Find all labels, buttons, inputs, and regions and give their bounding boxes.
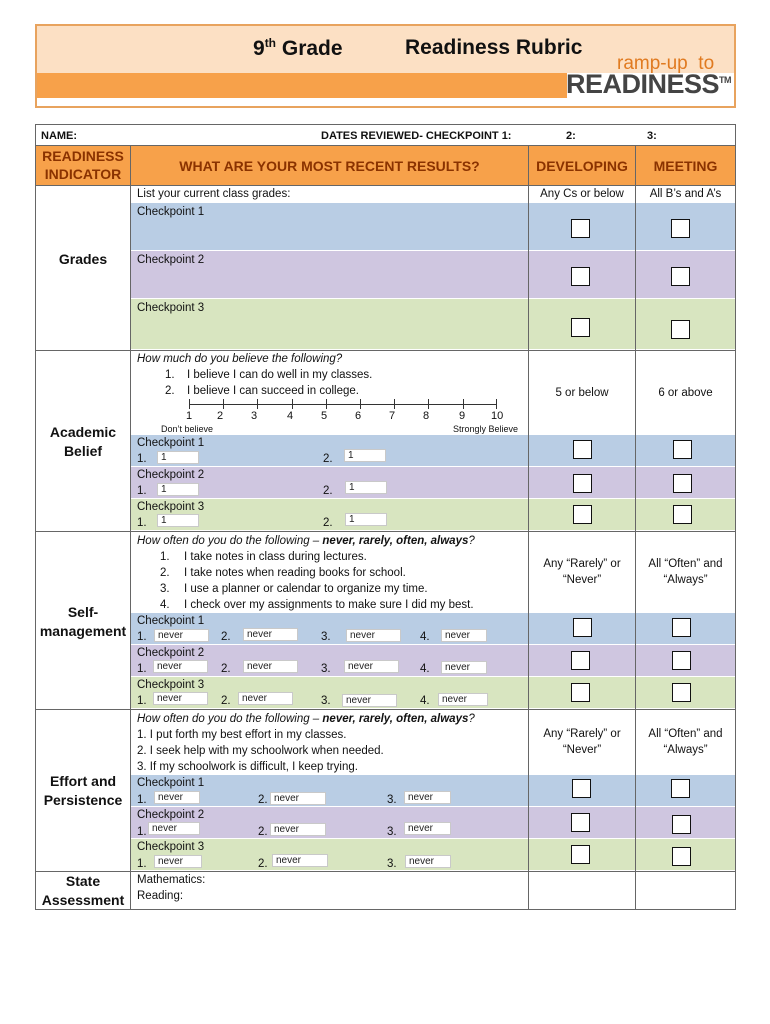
effort-cp1-num: 3. [387, 794, 397, 806]
belief-cp2-item2-field[interactable]: 1 [345, 481, 387, 494]
belief-cp1-num2: 2. [323, 453, 333, 465]
name-label: NAME: [41, 130, 78, 142]
self-cp3-num: 4. [420, 695, 430, 707]
scale-number: 4 [287, 410, 294, 422]
self-cp3-item3-field[interactable]: never [342, 694, 397, 707]
effort-checkpoint-1: Checkpoint 1 [137, 777, 205, 789]
self-cp3-developing-checkbox[interactable] [571, 683, 590, 702]
belief-cp3-meeting-checkbox[interactable] [673, 505, 692, 524]
self-management-indicator: Self- management [39, 604, 127, 639]
brand-tagline: ramp-up to [617, 53, 715, 74]
page-title-grade: 9th Grade [253, 36, 343, 60]
rule [35, 531, 736, 532]
self-cp2-num: 1. [137, 663, 147, 675]
scale-tick [292, 399, 293, 409]
effort-cp1-item2-field[interactable]: never [270, 792, 326, 805]
self-cp1-num: 3. [321, 631, 331, 643]
effort-cp3-item1-field[interactable]: never [154, 855, 202, 868]
effort-cp2-developing-checkbox[interactable] [571, 813, 590, 832]
self-cp2-item1-field[interactable]: never [153, 660, 208, 673]
scale-number: 7 [389, 410, 396, 422]
grades-checkpoint-3: Checkpoint 3 [137, 302, 205, 314]
self-cp1-developing-checkbox[interactable] [573, 618, 592, 637]
self-cp2-item4-field[interactable]: never [441, 661, 487, 674]
effort-item: 1. I put forth my best effort in my classes. [137, 729, 347, 741]
self-cp2-num: 3. [321, 663, 331, 675]
scale-number: 5 [321, 410, 328, 422]
effort-item: 2. I seek help with my schoolwork when needed. [137, 745, 384, 757]
belief-item: I believe I can do well in my classes. [187, 369, 373, 381]
grades-prompt: List your current class grades: [137, 188, 291, 200]
self-item-num: 2. [160, 567, 170, 579]
scale-number: 2 [217, 410, 224, 422]
effort-cp2-item2-field[interactable]: never [270, 823, 326, 836]
rule [35, 145, 736, 146]
grades-checkpoint-2: Checkpoint 2 [137, 254, 205, 266]
effort-cp3-item3-field[interactable]: never [405, 855, 451, 868]
belief-cp1-band [131, 435, 735, 466]
self-item-num: 3. [160, 583, 170, 595]
scale-number: 6 [355, 410, 362, 422]
self-item: I take notes when reading books for school. [184, 567, 406, 579]
brand-bar [37, 73, 567, 98]
effort-developing: Any “Rarely” or “Never” [543, 728, 621, 756]
state-assessment-indicator: State Assessment [41, 873, 125, 908]
scale-tick [496, 399, 497, 409]
scale-number: 10 [491, 410, 504, 422]
belief-cp2-meeting-checkbox[interactable] [673, 474, 692, 493]
belief-cp1-developing-checkbox[interactable] [573, 440, 592, 459]
self-checkpoint-2: Checkpoint 2 [137, 647, 205, 659]
rule [35, 709, 736, 710]
scale-tick [394, 399, 395, 409]
self-developing: Any “Rarely” or “Never” [543, 558, 621, 586]
belief-cp3-num1: 1. [137, 517, 147, 529]
rule [35, 871, 736, 872]
effort-meeting: All “Often” and “Always” [648, 728, 723, 756]
self-item-num: 1. [160, 551, 170, 563]
self-cp3-item4-field[interactable]: never [438, 693, 488, 706]
effort-cp1-num: 2. [258, 794, 268, 806]
grades-cp3-developing-checkbox[interactable] [571, 318, 590, 337]
effort-cp3-meeting-checkbox[interactable] [672, 847, 691, 866]
effort-cp1-num: 1. [137, 794, 147, 806]
scale-low-label: Don’t believe [161, 424, 214, 434]
effort-cp2-num: 1. [137, 826, 147, 838]
col-divider [130, 146, 131, 909]
self-cp3-num: 2. [221, 695, 231, 707]
belief-item-num: 2. [165, 385, 175, 397]
belief-cp3-item1-field[interactable]: 1 [157, 514, 199, 527]
belief-item-num: 1. [165, 369, 175, 381]
grades-cp3-band [131, 299, 735, 349]
self-item-num: 4. [160, 599, 170, 611]
brand-logo: READINESS™ [566, 69, 732, 99]
scale-number: 9 [459, 410, 466, 422]
scale-number: 1 [186, 410, 193, 422]
state-math-label: Mathematics: [137, 874, 206, 886]
indicator-header: READINESS INDICATOR [42, 148, 124, 182]
effort-cp1-item1-field[interactable]: never [154, 791, 200, 804]
self-cp1-num: 4. [420, 631, 430, 643]
grades-cp1-developing-checkbox[interactable] [571, 219, 590, 238]
effort-cp2-num: 2. [258, 826, 268, 838]
scale-tick [257, 399, 258, 409]
belief-cp1-item2-field[interactable]: 1 [344, 449, 386, 462]
self-cp1-item1-field[interactable]: never [154, 629, 209, 642]
scale-tick [428, 399, 429, 409]
scale-tick [463, 399, 464, 409]
self-cp2-item2-field[interactable]: never [243, 660, 298, 673]
effort-checkpoint-3: Checkpoint 3 [137, 841, 205, 853]
page-title: Readiness Rubric [405, 36, 583, 59]
effort-item: 3. If my schoolwork is difficult, I keep trying. [137, 761, 358, 773]
grades-developing: Any Cs or below [540, 188, 624, 200]
effort-cp3-num: 3. [387, 858, 397, 870]
scale-tick [326, 399, 327, 409]
self-meeting: All “Often” and “Always” [648, 558, 723, 586]
belief-checkpoint-3: Checkpoint 3 [137, 501, 205, 513]
grades-cp2-meeting-checkbox[interactable] [671, 267, 690, 286]
belief-item: I believe I can succeed in college. [187, 385, 359, 397]
self-cp3-meeting-checkbox[interactable] [672, 683, 691, 702]
belief-cp1-item1-field[interactable]: 1 [157, 451, 199, 464]
grades-meeting: All B’s and A’s [649, 188, 722, 200]
self-cp2-item3-field[interactable]: never [344, 660, 399, 673]
grades-indicator: Grades [58, 251, 108, 267]
self-item: I take notes in class during lectures. [184, 551, 367, 563]
effort-cp3-item2-field[interactable]: never [272, 854, 328, 867]
state-reading-label: Reading: [137, 890, 184, 902]
belief-developing: 5 or below [555, 387, 609, 399]
belief-checkpoint-1: Checkpoint 1 [137, 437, 205, 449]
scale-tick [360, 399, 361, 409]
self-cp3-item1-field[interactable]: never [153, 692, 208, 705]
self-cp1-item4-field[interactable]: never [441, 629, 487, 642]
self-prompt: How often do you do the following – never, rarely, often, always? [137, 535, 475, 547]
belief-cp2-band [131, 467, 735, 498]
belief-scale [189, 399, 497, 409]
self-item: I check over my assignments to make sure I did my best. [184, 599, 474, 611]
grades-checkpoint-1: Checkpoint 1 [137, 206, 205, 218]
belief-cp2-num1: 1. [137, 485, 147, 497]
effort-indicator: Effort and Persistence [43, 773, 123, 808]
belief-prompt: How much do you believe the following? [137, 353, 343, 365]
belief-cp3-item2-field[interactable]: 1 [345, 513, 387, 526]
self-cp1-item3-field[interactable]: never [346, 629, 401, 642]
scale-tick [223, 399, 224, 409]
results-header: WHAT ARE YOUR MOST RECENT RESULTS? [179, 158, 480, 174]
self-cp3-item2-field[interactable]: never [238, 692, 293, 705]
belief-indicator: Academic Belief [49, 424, 117, 459]
dates-reviewed-label: DATES REVIEWED- CHECKPOINT 1: [321, 130, 512, 142]
scale-line [189, 404, 497, 405]
self-item: I use a planner or calendar to organize my time. [184, 583, 428, 595]
self-cp2-developing-checkbox[interactable] [571, 651, 590, 670]
self-cp2-meeting-checkbox[interactable] [672, 651, 691, 670]
belief-cp1-meeting-checkbox[interactable] [673, 440, 692, 459]
belief-cp3-developing-checkbox[interactable] [573, 505, 592, 524]
scale-number: 3 [251, 410, 258, 422]
effort-checkpoint-2: Checkpoint 2 [137, 809, 205, 821]
effort-cp2-meeting-checkbox[interactable] [672, 815, 691, 834]
effort-cp3-num: 1. [137, 858, 147, 870]
effort-cp2-num: 3. [387, 826, 397, 838]
self-checkpoint-1: Checkpoint 1 [137, 615, 205, 627]
belief-cp1-num1: 1. [137, 453, 147, 465]
rule [35, 350, 736, 351]
self-cp2-num: 2. [221, 663, 231, 675]
col-divider [635, 146, 636, 909]
grades-cp1-band [131, 203, 735, 250]
belief-checkpoint-2: Checkpoint 2 [137, 469, 205, 481]
belief-cp3-num2: 2. [323, 517, 333, 529]
self-checkpoint-3: Checkpoint 3 [137, 679, 205, 691]
scale-number: 8 [423, 410, 430, 422]
grades-cp2-developing-checkbox[interactable] [571, 267, 590, 286]
self-cp1-num: 2. [221, 631, 231, 643]
effort-cp1-item3-field[interactable]: never [404, 791, 451, 804]
effort-cp1-developing-checkbox[interactable] [572, 779, 591, 798]
belief-cp2-developing-checkbox[interactable] [573, 474, 592, 493]
grades-cp2-band [131, 251, 735, 298]
scale-high-label: Strongly Believe [453, 424, 519, 434]
effort-cp2-item3-field[interactable]: never [404, 822, 451, 835]
effort-cp2-item1-field[interactable]: never [148, 822, 200, 835]
grades-cp1-meeting-checkbox[interactable] [671, 219, 690, 238]
belief-cp2-item1-field[interactable]: 1 [157, 483, 199, 496]
self-cp1-meeting-checkbox[interactable] [672, 618, 691, 637]
effort-cp3-developing-checkbox[interactable] [571, 845, 590, 864]
developing-header: DEVELOPING [536, 158, 628, 174]
scale-tick [189, 399, 190, 409]
self-cp1-num: 1. [137, 631, 147, 643]
checkpoint3-date-label: 3: [647, 130, 657, 142]
effort-prompt: How often do you do the following – never, rarely, often, always? [137, 713, 475, 725]
belief-meeting: 6 or above [658, 387, 713, 399]
self-cp3-num: 3. [321, 695, 331, 707]
self-cp1-item2-field[interactable]: never [243, 628, 298, 641]
self-cp2-num: 4. [420, 663, 430, 675]
self-cp3-num: 1. [137, 695, 147, 707]
col-divider [528, 146, 529, 909]
belief-cp2-num2: 2. [323, 485, 333, 497]
effort-cp3-num: 2. [258, 858, 268, 870]
meeting-header: MEETING [653, 158, 718, 174]
checkpoint2-date-label: 2: [566, 130, 576, 142]
grades-cp3-meeting-checkbox[interactable] [671, 320, 690, 339]
effort-cp1-meeting-checkbox[interactable] [671, 779, 690, 798]
belief-cp3-band [131, 499, 735, 530]
